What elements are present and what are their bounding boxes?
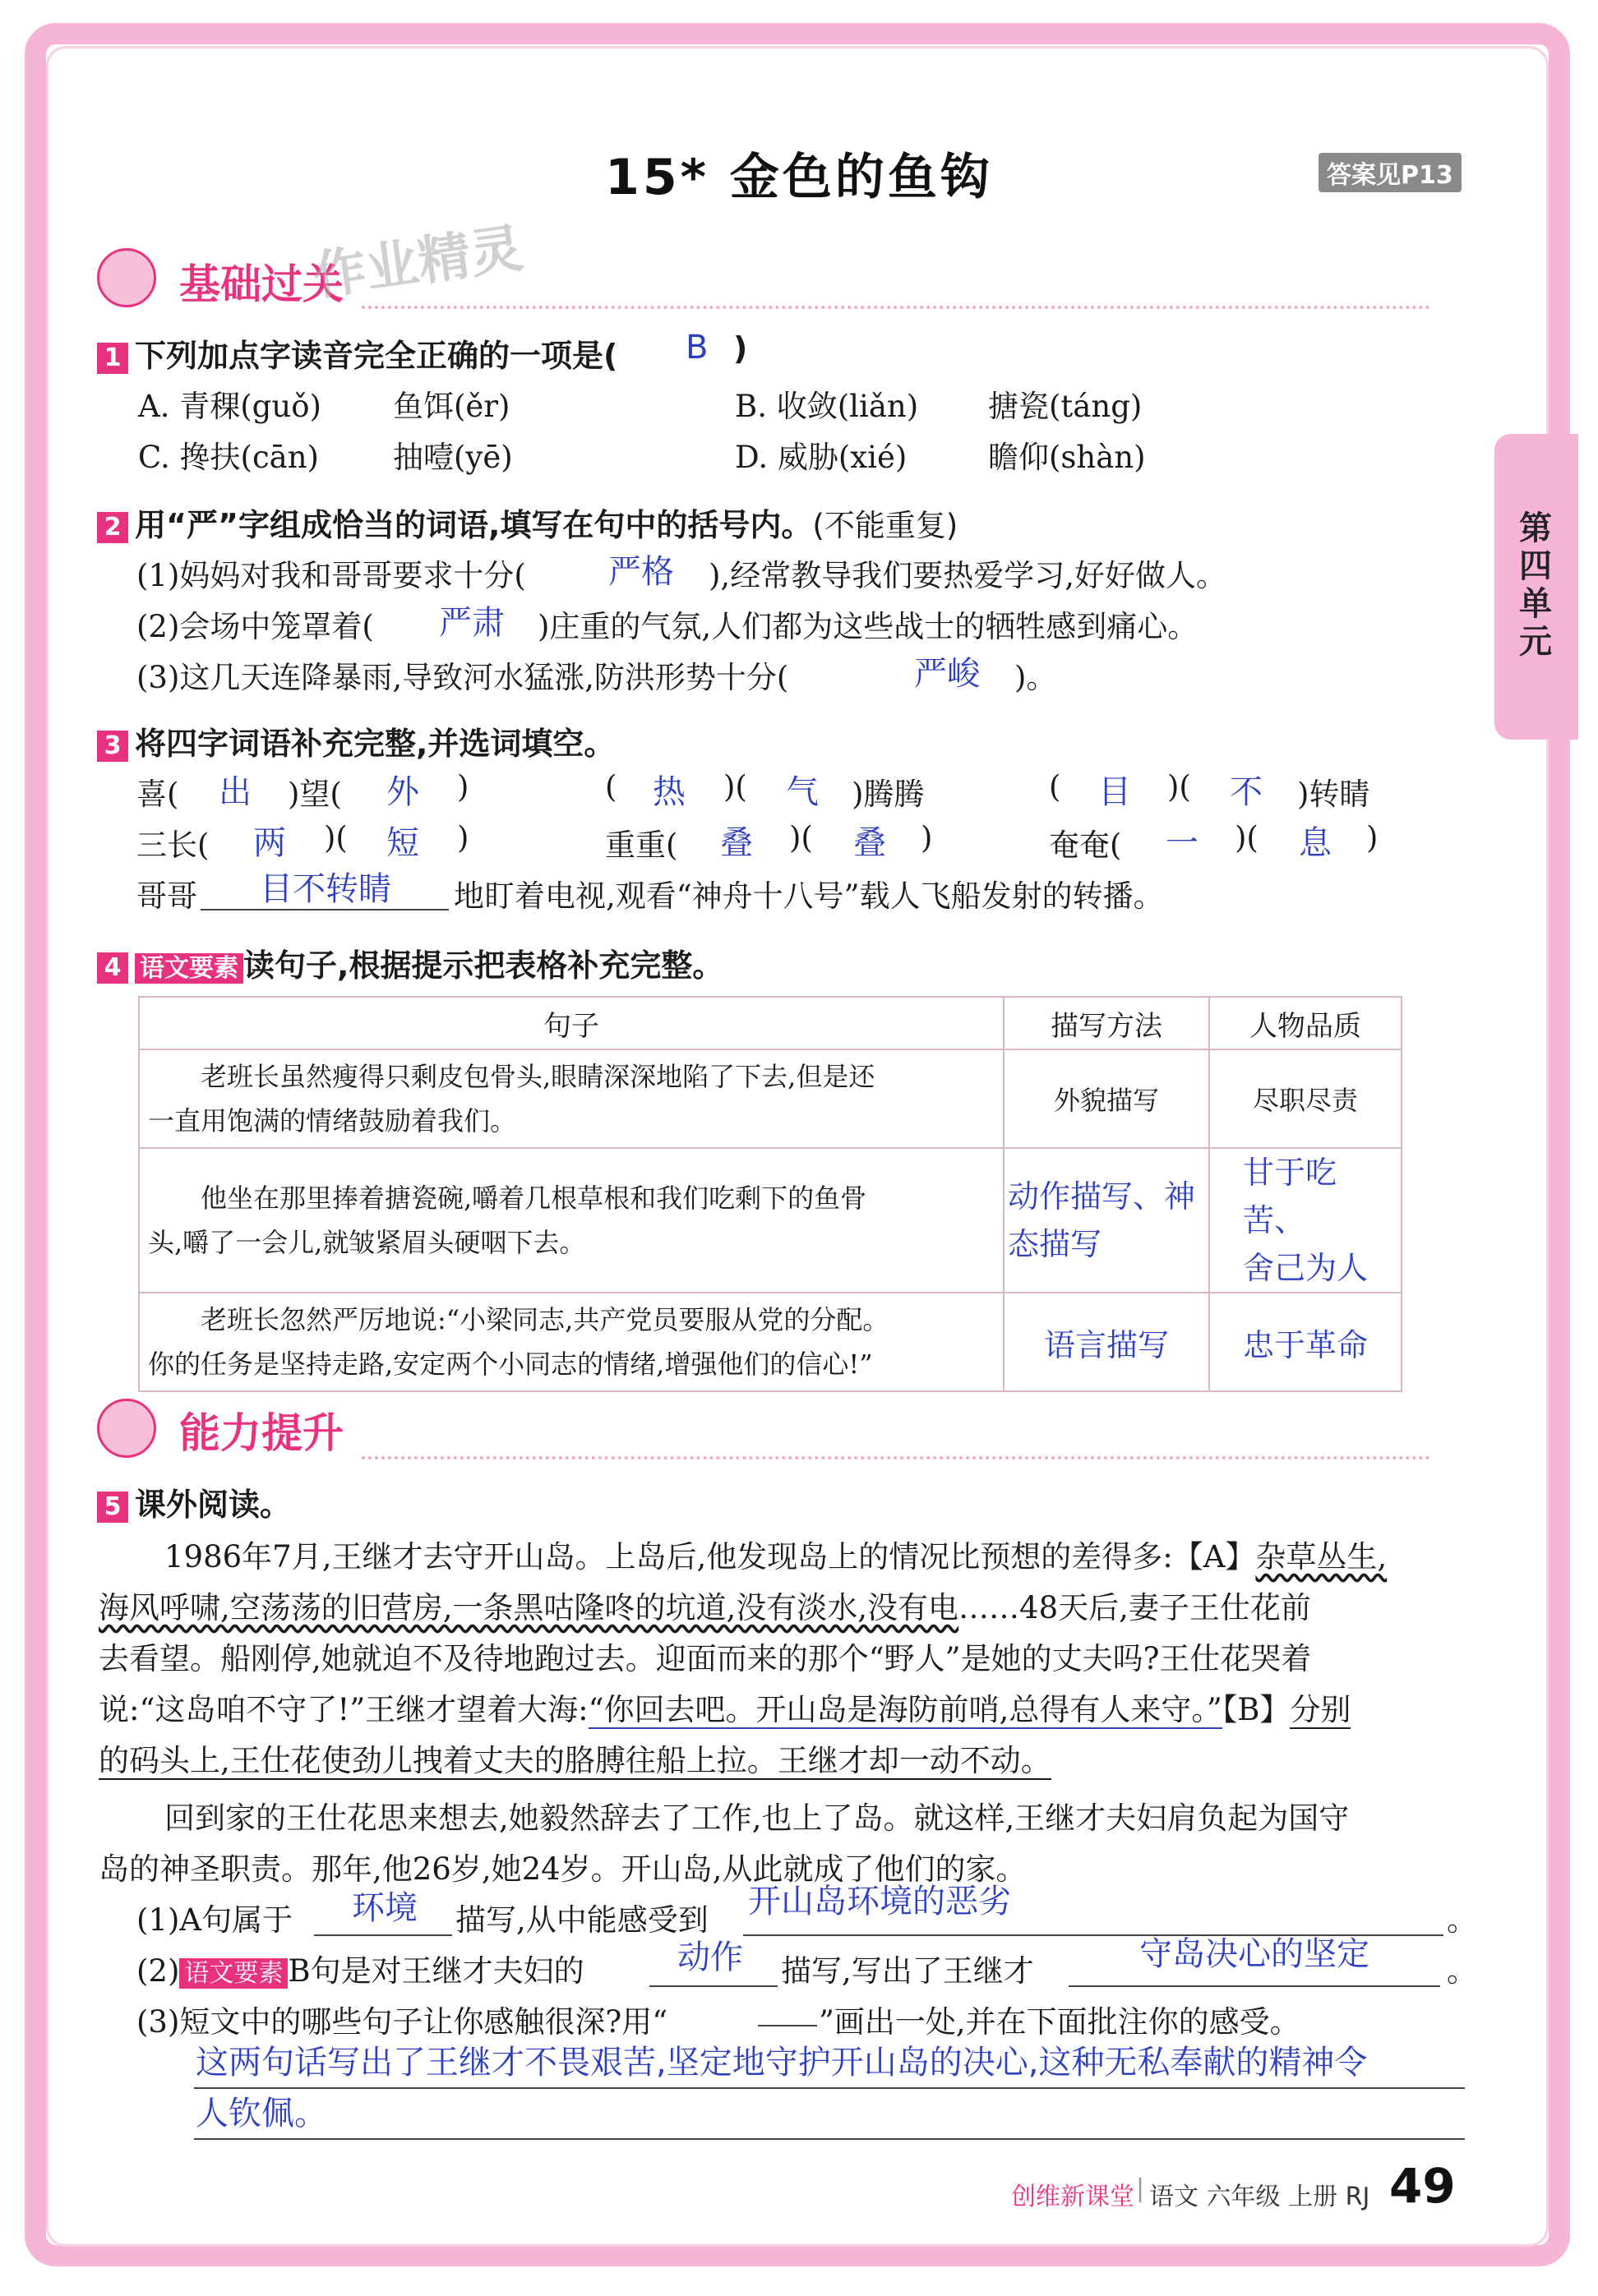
q5-s3-answer-line1: 这两句话写出了王继才不畏艰苦,坚定地守护开山岛的决心,这种无私奉献的精神令 — [196, 2044, 1368, 2082]
q2-s3-end: )。 — [1014, 660, 1057, 695]
q2-stem-text: 用“严”字组成恰当的词语,填写在句中的括号内。 — [135, 507, 813, 543]
table-row — [139, 1148, 1402, 1293]
q3-r1c3-ans1: 目 — [1098, 773, 1131, 811]
passage-text: 1986年7月,王继才去守开山岛。上岛后,他发现岛上的情况比预想的差得多:【A】 — [164, 1539, 1256, 1574]
q1-answer: B — [686, 329, 709, 367]
row2-method-line2: 态描写 — [1008, 1226, 1102, 1262]
q4-number: 4 — [97, 952, 128, 984]
table-header: 人物品质 — [1209, 997, 1402, 1049]
table-cell — [139, 1293, 1004, 1391]
q5-s1-start: (1)A句属于 — [136, 1902, 293, 1938]
q3-r1c2-c: )腾腾 — [852, 777, 925, 812]
row2-line1: 他坐在那里捧着搪瓷碗,嚼着几根草根和我们吃剩下的鱼骨 — [201, 1183, 867, 1214]
q1-stem-end: ) — [733, 330, 748, 367]
q3-r1c3-c: )转睛 — [1297, 777, 1370, 812]
q3-r2c1-ans1: 两 — [253, 824, 286, 862]
q3-r2c2-b: )( — [789, 820, 813, 855]
q1-option-c1: C. 搀扶(cān) — [138, 440, 319, 475]
q5-s1-answer1: 环境 — [352, 1889, 418, 1927]
q3-r1c1-b: )望( — [288, 777, 342, 812]
unit-tab-label: 第四单元 — [1519, 509, 1552, 661]
section-divider — [362, 1456, 1430, 1459]
row2-quality-line1: 甘于吃苦、 — [1243, 1155, 1337, 1238]
q4-stem — [97, 940, 723, 985]
q3-r2c2-c: ) — [921, 820, 933, 855]
table-cell: 语言描写 — [1004, 1293, 1209, 1391]
q5-s2-answer2: 守岛决心的坚定 — [1139, 1935, 1369, 1973]
q3-r3-answer: 目不转睛 — [260, 870, 391, 908]
q3-r1c1-ans2: 外 — [386, 773, 419, 811]
q3-r1c2-b: )( — [723, 769, 747, 805]
footer-separator: | — [1136, 2174, 1145, 2203]
q5-stem — [97, 1479, 291, 1524]
table-header: 描写方法 — [1004, 997, 1209, 1049]
q2-s2-end: )庄重的气氛,人们都为这些战士的牺牲感到痛心。 — [538, 609, 1198, 644]
section-ability-title: 能力提升 — [179, 1409, 344, 1457]
q5-s2-text: B句是对王继才夫妇的 — [288, 1953, 584, 1989]
row1-line1: 老班长虽然瘦得只剩皮包骨头,眼睛深深地陷了下去,但是还 — [201, 1061, 875, 1092]
table-header-row — [139, 997, 1402, 1049]
row2-method-line1: 动作描写、神 — [1008, 1178, 1196, 1215]
q1-option-c2: 抽噎(yē) — [393, 440, 513, 475]
table-cell: 尽职尽责 — [1209, 1049, 1402, 1148]
q1-number: 1 — [97, 343, 128, 374]
passage-wavy: 海风呼啸,空荡荡的旧营房,一条黑咕隆咚的坑道,没有淡水,没有电 — [99, 1590, 959, 1625]
table-row — [139, 1049, 1402, 1148]
passage-line — [99, 1736, 1051, 1780]
q3-r2c3-a: 奄奄( — [1049, 828, 1122, 863]
q4-tag: 语文要素 — [135, 953, 243, 984]
q3-r2c3-c: ) — [1366, 820, 1379, 855]
q3-r2c3-ans1: 一 — [1166, 824, 1198, 862]
row3-line1: 老班长忽然严厉地说:“小梁同志,共产党员要服从党的分配。 — [201, 1304, 889, 1335]
mascot-icon — [97, 248, 156, 307]
q3-r3-end: 地盯着电视,观看“神舟十八号”载人飞船发射的转播。 — [454, 878, 1164, 914]
table-cell — [139, 1148, 1004, 1293]
q3-r1c3-a: ( — [1049, 769, 1061, 805]
table-row — [139, 1293, 1402, 1391]
q3-stem — [97, 718, 615, 763]
q3-r1c2-ans2: 气 — [786, 773, 819, 811]
q2-s1-answer: 严格 — [608, 553, 674, 591]
q3-r2c2-a: 重重( — [605, 828, 678, 863]
q3-r1c3-b: )( — [1167, 769, 1191, 805]
passage-line: 去看望。船刚停,她就迫不及待地跑过去。迎面而来的那个“野人”是她的丈夫吗?王仕花哭着 — [99, 1641, 1312, 1676]
table-cell: 外貌描写 — [1004, 1049, 1209, 1148]
q2-s2-start: (2)会场中笼罩着( — [136, 609, 374, 644]
q3-r1c1-c: ) — [457, 769, 469, 805]
q5-s3-answer-line2: 人钦佩。 — [196, 2095, 327, 2132]
q1-option-d2: 瞻仰(shàn) — [988, 440, 1146, 475]
q5-s1-mid: 描写,从中能感受到 — [455, 1902, 709, 1938]
passage-wavy: 杂草丛生, — [1255, 1539, 1388, 1574]
q3-r2c2-ans1: 叠 — [720, 824, 753, 862]
q5-s1-end: 。 — [1447, 1902, 1477, 1938]
section-divider — [362, 306, 1430, 309]
passage-line — [164, 1532, 1387, 1576]
q3-number: 3 — [97, 731, 128, 762]
row2-line2: 头,嚼了一会儿,就皱紧眉头硬咽下去。 — [148, 1227, 586, 1258]
q1-stem-text: 下列加点字读音完全正确的一项是( — [135, 338, 618, 374]
q2-s1-start: (1)妈妈对我和哥哥要求十分( — [136, 558, 526, 593]
q5-s2-end: 。 — [1447, 1953, 1477, 1989]
q3-r1c1-ans1: 出 — [219, 773, 252, 811]
q3-r2c3-ans2: 息 — [1299, 824, 1332, 862]
passage-text: ……48天后,妻子王仕花前 — [958, 1590, 1311, 1625]
q3-r1c3-ans2: 不 — [1230, 773, 1263, 811]
table-header: 句子 — [139, 997, 1004, 1049]
q1-option-a1: A. 青稞(guǒ) — [138, 389, 321, 424]
q1-option-b2: 搪瓷(táng) — [988, 389, 1143, 424]
q3-stem-text: 将四字词语补充完整,并选词填空。 — [135, 726, 616, 762]
row2-quality-line2: 舍己为人 — [1243, 1250, 1369, 1286]
page-title: 15* 金色的鱼钩 — [605, 149, 993, 206]
q5-number: 5 — [97, 1491, 128, 1523]
table-cell — [139, 1049, 1004, 1148]
q5-s2-start — [136, 1946, 584, 1990]
q2-stem — [97, 500, 958, 545]
passage-line: 回到家的王仕花思来想去,她毅然辞去了工作,也上了岛。就这样,王继才夫妇肩负起为国守 — [164, 1800, 1350, 1836]
passage-underlined: “你回去吧。开山岛是海防前哨,总得有人来守。” — [588, 1692, 1222, 1727]
passage-underlined: 分别 — [1290, 1692, 1351, 1727]
passage-text: 【B】 — [1222, 1692, 1291, 1727]
mascot-icon — [97, 1399, 156, 1458]
table-cell: 忠于革命 — [1209, 1293, 1402, 1391]
answer-rule — [194, 2138, 1465, 2140]
q5-s2-tag: 语文要素 — [179, 1958, 288, 1989]
q5-s3-start: (3)短文中的哪些句子让你感触很深?用“ — [136, 2004, 668, 2040]
q1-stem — [97, 330, 617, 376]
passage-line: 岛的神圣职责。那年,他26岁,她24岁。开山岛,从此就成了他们的家。 — [99, 1851, 1027, 1887]
q1-option-a2: 鱼饵(ěr) — [393, 389, 510, 424]
q3-r1c2-a: ( — [605, 769, 617, 805]
q3-r3-start: 哥哥 — [136, 878, 197, 914]
q2-s2-answer: 严肃 — [439, 604, 505, 642]
passage-text: 说:“这岛咱不守了!”王继才望着大海: — [99, 1692, 589, 1727]
table-cell — [1209, 1148, 1402, 1293]
q5-s2-answer1: 动作 — [677, 1939, 743, 1976]
q5-s2-mid: 描写,写出了王继才 — [781, 1953, 1034, 1989]
footer-brand: 创维新课堂 — [1011, 2183, 1134, 2211]
q3-r1c2-ans1: 热 — [653, 773, 686, 811]
q3-r2c2-ans2: 叠 — [853, 824, 886, 862]
q5-s3-line-sample — [758, 1992, 817, 2026]
q2-s3-start: (3)这几天连降暴雨,导致河水猛涨,防洪形势十分( — [136, 660, 789, 695]
q5-s3-end: ”画出一处,并在下面批注你的感受。 — [819, 2004, 1300, 2040]
page-number: 49 — [1389, 2158, 1456, 2214]
q4-table — [138, 996, 1402, 1392]
passage-line — [99, 1583, 1311, 1627]
q3-r1c1-a: 喜( — [136, 777, 179, 812]
q2-s3-answer: 严峻 — [914, 655, 980, 693]
q3-r2c1-a: 三长( — [136, 828, 210, 863]
row3-line2: 你的任务是坚持走路,安定两个小同志的情绪,增强他们的信心!” — [148, 1349, 873, 1380]
q5-s2-num: (2) — [136, 1953, 180, 1989]
answer-reference: 答案见P13 — [1319, 153, 1462, 192]
row1-line2: 一直用饱满的情绪鼓励着我们。 — [148, 1105, 517, 1136]
q3-r2c1-c: ) — [457, 820, 469, 855]
q3-r2c3-b: )( — [1235, 820, 1259, 855]
q5-s1-answer2: 开山岛环境的恶劣 — [748, 1883, 1011, 1920]
q2-note: (不能重复) — [812, 508, 958, 543]
q4-stem-text: 读句子,根据提示把表格补充完整。 — [243, 947, 724, 984]
q3-r2c1-b: )( — [324, 820, 348, 855]
passage-underlined: 的码头上,王仕花使劲儿拽着丈夫的胳膊往船上拉。 — [99, 1743, 778, 1778]
q2-s1-end: ),经常教导我们要热爱学习,好好做人。 — [709, 558, 1226, 593]
q3-r2c1-ans2: 短 — [386, 824, 419, 862]
q5-stem-text: 课外阅读。 — [135, 1487, 292, 1523]
answer-rule — [194, 2087, 1465, 2089]
passage-line — [99, 1685, 1351, 1729]
q2-number: 2 — [97, 512, 128, 543]
footer-info: 语文 六年级 上册 RJ — [1149, 2183, 1370, 2211]
q1-option-b1: B. 收敛(liǎn) — [735, 389, 919, 424]
passage-underlined: 王继才却一动不动。 — [777, 1743, 1051, 1778]
q1-option-d1: D. 威胁(xié) — [735, 440, 908, 475]
watermark: 作业精灵 — [309, 218, 527, 308]
table-cell — [1004, 1148, 1209, 1293]
section-basic-title: 基础过关 — [179, 260, 344, 308]
